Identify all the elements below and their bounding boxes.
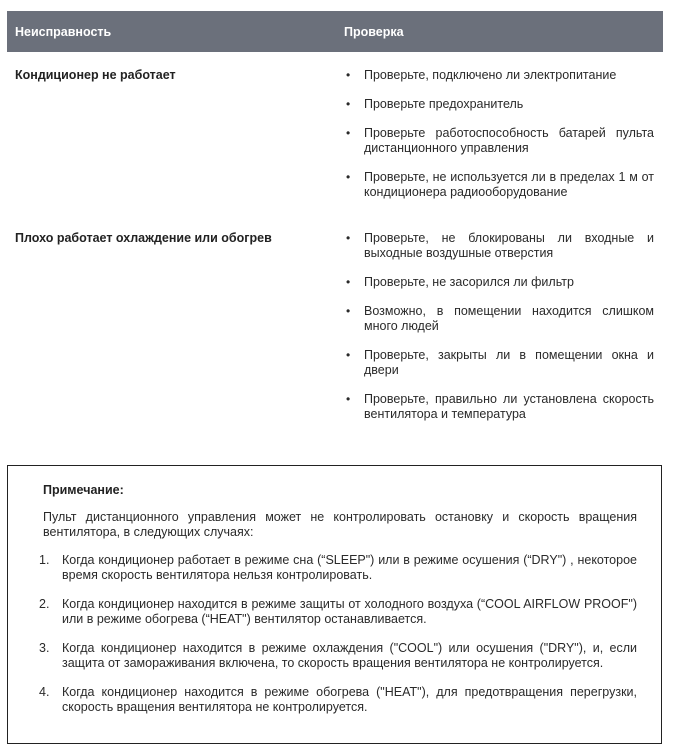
- check-item-text: Проверьте работоспособность батарей пульта дистанционного управления: [364, 126, 654, 155]
- bullet-icon: •: [346, 348, 351, 362]
- note-item-text: Когда кондиционер находится в режиме обогрева ("HEAT"), для предотвращения перегрузки, скорость вращения вентилятора не контролируется.: [62, 685, 637, 714]
- bullet-icon: •: [346, 97, 351, 111]
- table-header: [7, 11, 663, 52]
- note-item: [39, 641, 637, 671]
- bullet-icon: •: [346, 68, 351, 82]
- column-header-fault: Неисправность: [15, 25, 112, 39]
- note-intro: Пульт дистанционного управления может не контролировать остановку и скорость вращения вентилятора, в следующих случаях:: [43, 510, 637, 539]
- note-item-number: 4.: [39, 685, 50, 699]
- check-item: [346, 126, 654, 156]
- check-item: [346, 170, 654, 200]
- fault-label: Плохо работает охлаждение или обогрев: [15, 231, 272, 245]
- check-item-text: Проверьте, не блокированы ли входные и выходные воздушные отверстия: [364, 231, 654, 260]
- check-item-text: Проверьте, правильно ли установлена скорость вентилятора и температура: [364, 392, 654, 421]
- check-item: [346, 68, 654, 83]
- bullet-icon: •: [346, 126, 351, 140]
- note-title: Примечание:: [43, 483, 124, 497]
- check-item-text: Проверьте предохранитель: [364, 97, 524, 111]
- check-item-text: Возможно, в помещении находится слишком много людей: [364, 304, 654, 333]
- check-item: [346, 348, 654, 378]
- note-item-text: Когда кондиционер находится в режиме защиты от холодного воздуха (“COOL AIRFLOW PROOF") или в режиме обогрева (“HEAT") вентилятор останавливается.: [62, 597, 637, 626]
- note-item: [39, 597, 637, 627]
- note-list: [39, 553, 637, 729]
- check-list: [346, 68, 654, 214]
- note-box: [7, 465, 662, 744]
- note-item: [39, 553, 637, 583]
- bullet-icon: •: [346, 231, 351, 245]
- check-item: [346, 304, 654, 334]
- check-item: [346, 231, 654, 261]
- check-item-text: Проверьте, подключено ли электропитание: [364, 68, 617, 82]
- note-item-number: 3.: [39, 641, 50, 655]
- bullet-icon: •: [346, 304, 351, 318]
- check-item: [346, 275, 654, 290]
- note-item-text: Когда кондиционер находится в режиме охлаждения ("COOL") или осушения ("DRY"), и, если защита от замораживания включена, то скорость вращения вентилятора не контролируется.: [62, 641, 637, 670]
- note-item: [39, 685, 637, 715]
- fault-label: Кондиционер не работает: [15, 68, 176, 82]
- note-item-number: 2.: [39, 597, 50, 611]
- check-item: [346, 392, 654, 422]
- bullet-icon: •: [346, 275, 351, 289]
- note-item-text: Когда кондиционер работает в режиме сна (“SLEEP") или в режиме осушения (“DRY") , некоторое время скорость вентилятора нельзя контролировать.: [62, 553, 637, 582]
- check-item: [346, 97, 654, 112]
- bullet-icon: •: [346, 392, 351, 406]
- check-item-text: Проверьте, не используется ли в пределах 1 м от кондиционера радиооборудование: [364, 170, 654, 199]
- check-list: [346, 231, 654, 436]
- check-item-text: Проверьте, закрыты ли в помещении окна и двери: [364, 348, 654, 377]
- check-item-text: Проверьте, не засорился ли фильтр: [364, 275, 574, 289]
- column-header-check: Проверка: [344, 25, 404, 39]
- bullet-icon: •: [346, 170, 351, 184]
- note-item-number: 1.: [39, 553, 50, 567]
